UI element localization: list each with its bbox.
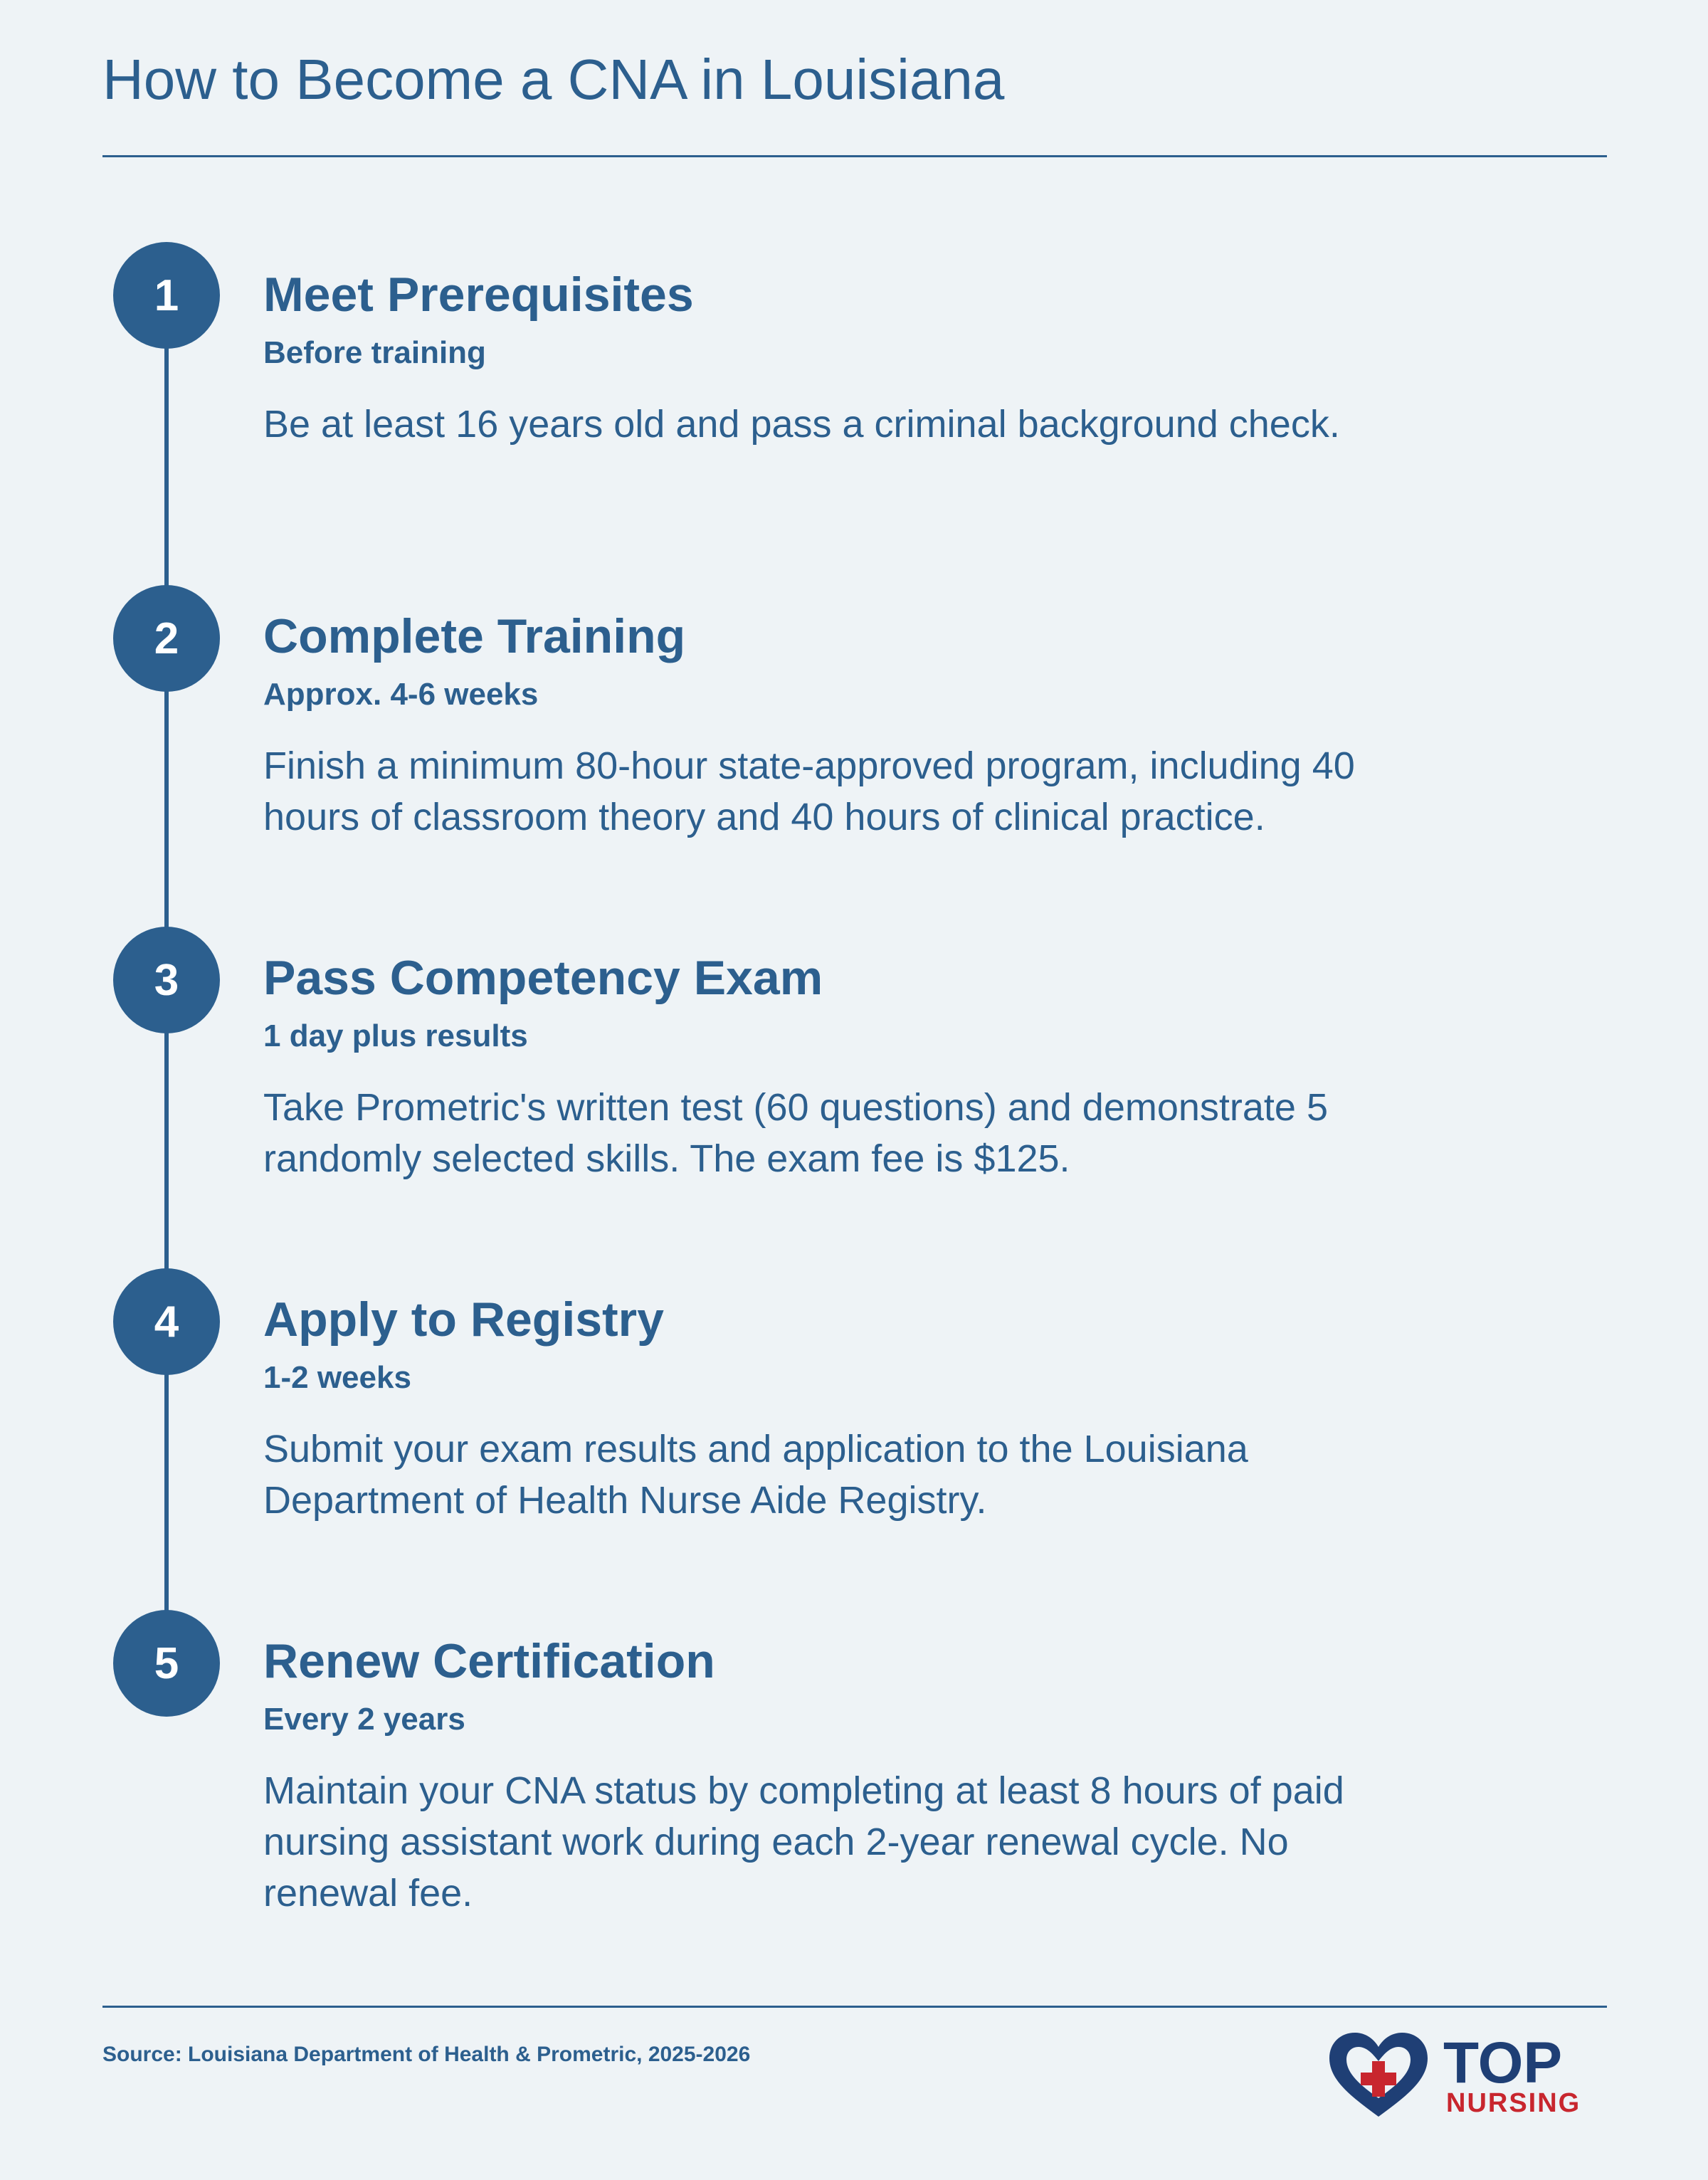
step-5 — [263, 1633, 1374, 1919]
step-5-title: Renew Certification — [263, 1634, 715, 1688]
step-5-duration: Every 2 years — [263, 1702, 465, 1737]
step-1-duration: Before training — [263, 335, 486, 371]
step-3-number-circle: 3 — [113, 927, 220, 1033]
step-2-number-circle: 2 — [113, 585, 220, 692]
step-4 — [263, 1292, 1374, 1526]
step-1 — [263, 267, 1374, 450]
step-4-title: Apply to Registry — [263, 1292, 664, 1347]
logo-wordmark-nursing: NURSING — [1446, 2088, 1581, 2118]
step-3-duration: 1 day plus results — [263, 1018, 528, 1054]
page-title: How to Become a CNA in Louisiana — [102, 48, 1005, 111]
step-1-title: Meet Prerequisites — [263, 268, 694, 322]
step-4-duration: 1-2 weeks — [263, 1360, 411, 1396]
step-2 — [263, 609, 1374, 843]
source-note: Source: Louisiana Department of Health & Prometric, 2025-2026 — [102, 2043, 751, 2066]
step-4-description: Submit your exam results and application to the Louisiana Department of Health Nurse Aide Registry. — [263, 1427, 1248, 1522]
footer-divider — [102, 2006, 1607, 2008]
step-2-duration: Approx. 4-6 weeks — [263, 677, 539, 712]
logo-wordmark-top: TOP — [1443, 2031, 1563, 2095]
step-2-title: Complete Training — [263, 609, 686, 663]
step-2-description: Finish a minimum 80-hour state-approved program, including 40 hours of classroom theory and 40 hours of clinical practice. — [263, 744, 1355, 838]
step-4-number-circle: 4 — [113, 1268, 220, 1375]
step-3-title: Pass Competency Exam — [263, 951, 823, 1005]
title-divider — [102, 155, 1607, 157]
step-5-number-circle: 5 — [113, 1610, 220, 1717]
step-3 — [263, 950, 1374, 1184]
step-3-description: Take Prometric's written test (60 questions) and demonstrate 5 randomly selected skills. The exam fee is $125. — [263, 1085, 1328, 1180]
step-1-description: Be at least 16 years old and pass a criminal background check. — [263, 402, 1340, 446]
heart-cross-icon — [1325, 2030, 1432, 2122]
step-5-description: Maintain your CNA status by completing at least 8 hours of paid nursing assistant work during each 2-year renewal cycle. No renewal fee. — [263, 1769, 1344, 1915]
top-nursing-logo — [1325, 2030, 1610, 2122]
step-1-number-circle: 1 — [113, 242, 220, 349]
